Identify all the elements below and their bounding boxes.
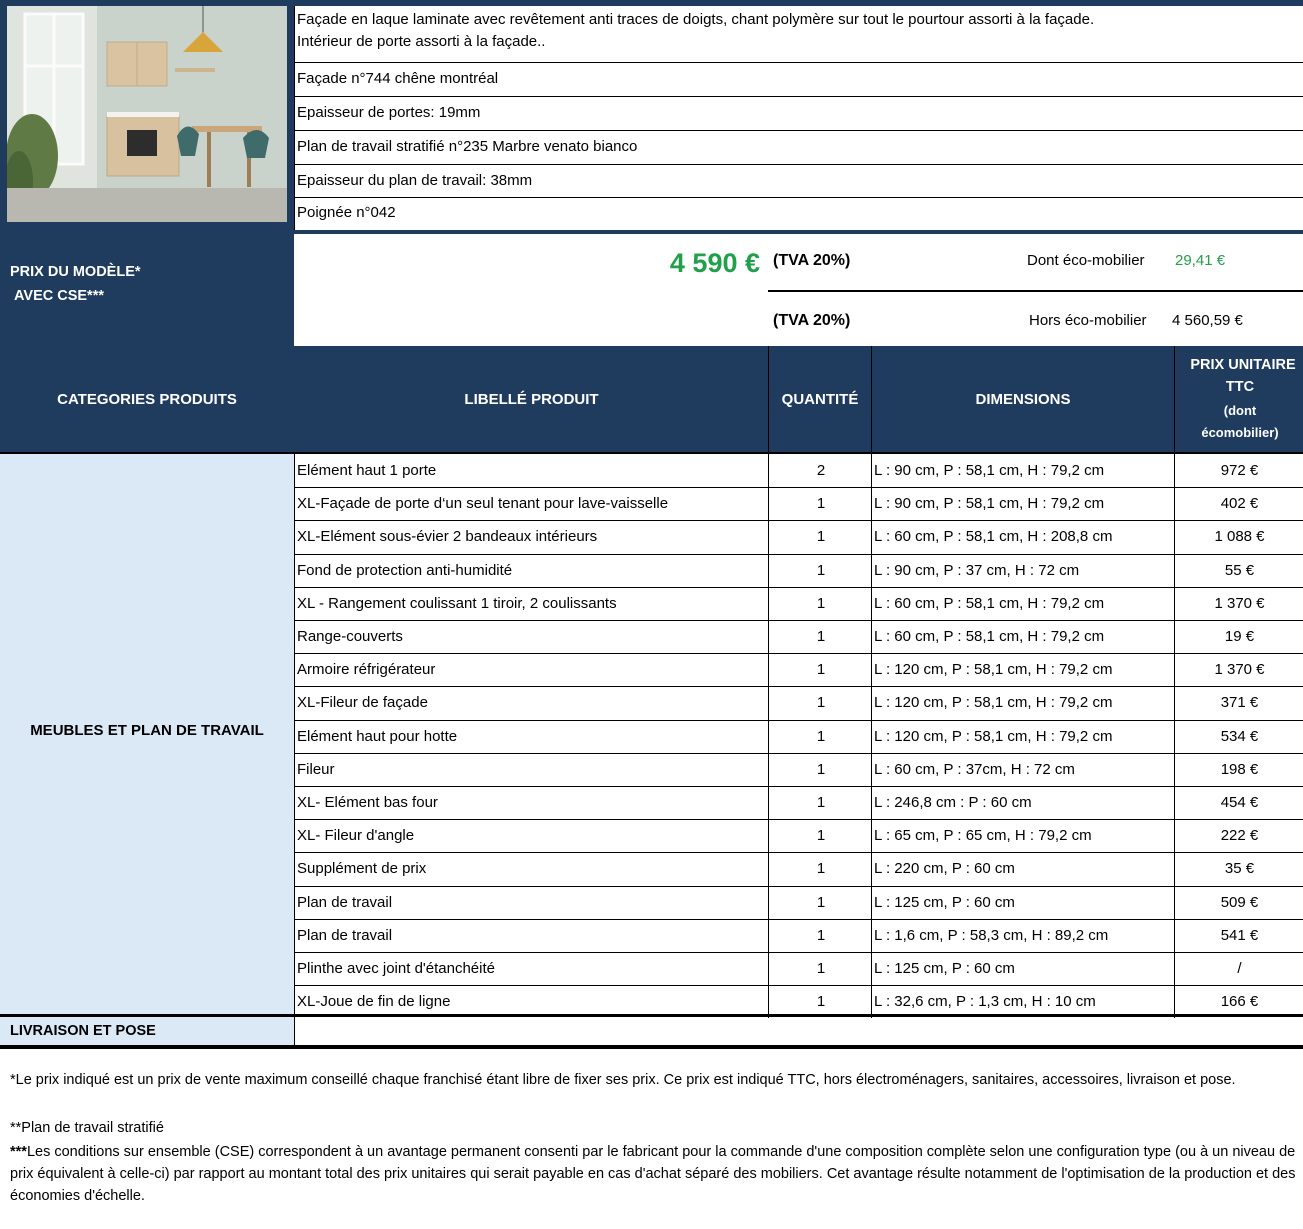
product-quantity: 1 — [816, 594, 826, 612]
price-amount: 4 590 € — [669, 248, 760, 278]
product-unit-price: / — [1237, 960, 1242, 977]
product-label: Elément haut pour hotte — [297, 727, 458, 745]
product-label: Fond de protection anti-humidité — [297, 561, 513, 579]
header-category: CATEGORIES PRODUITS — [57, 390, 237, 408]
hors-value: 4 560,59 € — [1172, 312, 1243, 329]
product-quantity: 1 — [816, 528, 826, 546]
product-dimensions: L : 32,6 cm, P : 1,3 cm, H : 10 cm — [874, 993, 1096, 1011]
product-dimensions: L : 90 cm, P : 58,1 cm, H : 79,2 cm — [874, 462, 1105, 479]
spec-handle: Poignée n°042 — [297, 204, 396, 221]
product-quantity: 1 — [816, 628, 826, 645]
spec-line-1a: Façade en laque laminate avec revêtement anti traces de doigts, chant polymère sur tout le pourtour assorti à la façade. — [297, 11, 1095, 28]
delivery-bottom-border — [0, 1045, 1303, 1049]
column-divider — [871, 454, 872, 1018]
header-price-line4: écomobilier) — [1201, 425, 1279, 440]
product-quantity: 1 — [816, 694, 826, 712]
product-unit-price: 222 € — [1220, 827, 1259, 845]
eco-value: 29,41 € — [1175, 252, 1226, 269]
product-dimensions: L : 120 cm, P : 58,1 cm, H : 79,2 cm — [874, 661, 1113, 679]
price-top-bar — [294, 230, 1303, 234]
product-unit-price: 1 370 € — [1214, 594, 1265, 612]
header-quantity: QUANTITÉ — [781, 390, 859, 408]
footnote-3-mark: *** — [10, 1144, 27, 1160]
product-quantity: 1 — [816, 661, 826, 679]
footnote-2: **Plan de travail stratifié — [10, 1120, 164, 1136]
spec-facade: Façade n°744 chêne montréal — [297, 70, 499, 87]
product-label: Plan de travail — [297, 893, 393, 911]
product-unit-price: 19 € — [1224, 628, 1255, 645]
product-dimensions: L : 90 cm, P : 37 cm, H : 72 cm — [874, 561, 1080, 579]
product-label: XL-Fileur de façade — [297, 694, 428, 712]
spec-worktop: Plan de travail stratifié n°235 Marbre venato bianco — [297, 138, 638, 155]
product-dimensions: L : 60 cm, P : 58,1 cm, H : 208,8 cm — [874, 528, 1113, 546]
product-label: XL - Rangement coulissant 1 tiroir, 2 coulissants — [297, 594, 617, 612]
category-label: MEUBLES ET PLAN DE TRAVAIL — [30, 722, 264, 739]
product-unit-price: 198 € — [1220, 760, 1259, 778]
header-price-line2: TTC — [1225, 379, 1255, 395]
product-dimensions: L : 60 cm, P : 58,1 cm, H : 79,2 cm — [874, 628, 1105, 645]
product-label: Plan de travail — [297, 926, 393, 944]
product-quantity: 1 — [816, 794, 826, 811]
column-divider — [1174, 454, 1175, 1018]
product-quantity: 1 — [816, 727, 826, 745]
header-price-line3: (dont — [1223, 403, 1257, 418]
product-dimensions: L : 125 cm, P : 60 cm — [874, 960, 1015, 977]
product-label: Plinthe avec joint d'étanchéité — [297, 960, 495, 977]
product-label: XL- Elément bas four — [297, 794, 438, 811]
footnote-3 — [10, 1141, 1300, 1207]
eco-label: Dont éco-mobilier — [1027, 252, 1145, 269]
spec-line-1b: Intérieur de porte assorti à la façade.. — [297, 33, 546, 50]
product-label: Supplément de prix — [297, 860, 427, 878]
product-dimensions: L : 90 cm, P : 58,1 cm, H : 79,2 cm — [874, 495, 1105, 513]
header-price-line1: PRIX UNITAIRE — [1190, 357, 1296, 373]
product-label: Fileur — [297, 760, 335, 778]
price-tva-2: (TVA 20%) — [773, 312, 851, 329]
product-label: Range-couverts — [297, 628, 403, 645]
price-label-line1: PRIX DU MODÈLE* — [10, 264, 141, 280]
product-dimensions: L : 60 cm, P : 58,1 cm, H : 79,2 cm — [874, 594, 1105, 612]
product-unit-price: 166 € — [1220, 993, 1259, 1011]
product-dimensions: L : 65 cm, P : 65 cm, H : 79,2 cm — [874, 827, 1092, 845]
delivery-label: LIVRAISON ET POSE — [10, 1023, 156, 1039]
product-unit-price: 541 € — [1220, 926, 1259, 944]
product-quantity: 1 — [816, 495, 826, 513]
product-unit-price: 402 € — [1220, 495, 1259, 513]
product-label: XL-Elément sous-évier 2 bandeaux intérieurs — [297, 528, 598, 546]
price-label-line2: AVEC CSE*** — [14, 288, 104, 304]
product-label: Armoire réfrigérateur — [297, 661, 436, 679]
product-dimensions: L : 120 cm, P : 58,1 cm, H : 79,2 cm — [874, 694, 1113, 712]
product-unit-price: 55 € — [1224, 561, 1255, 579]
product-quantity: 2 — [816, 462, 826, 479]
product-label: XL-Façade de porte d‘un seul tenant pour lave-vaisselle — [297, 495, 669, 513]
product-unit-price: 371 € — [1220, 694, 1259, 712]
product-dimensions: L : 120 cm, P : 58,1 cm, H : 79,2 cm — [874, 727, 1113, 745]
column-divider — [768, 454, 769, 1018]
product-unit-price: 509 € — [1220, 893, 1259, 911]
product-unit-price: 35 € — [1224, 860, 1255, 878]
product-unit-price: 972 € — [1220, 462, 1259, 479]
product-label: XL- Fileur d'angle — [297, 827, 415, 845]
kitchen-photo — [7, 6, 287, 222]
product-quantity: 1 — [816, 860, 826, 878]
product-quantity: 1 — [816, 926, 826, 944]
product-dimensions: L : 220 cm, P : 60 cm — [874, 860, 1015, 878]
product-unit-price: 454 € — [1220, 794, 1259, 811]
hors-label: Hors éco-mobilier — [1029, 312, 1147, 329]
product-quantity: 1 — [816, 960, 826, 977]
header-dimensions: DIMENSIONS — [975, 390, 1071, 408]
product-unit-price: 534 € — [1220, 727, 1259, 745]
header-unit-price — [1175, 346, 1303, 452]
product-unit-price: 1 088 € — [1214, 528, 1265, 546]
product-quantity: 1 — [816, 561, 826, 579]
price-tva-1: (TVA 20%) — [773, 252, 851, 269]
product-dimensions: L : 60 cm, P : 37cm, H : 72 cm — [874, 760, 1075, 778]
footnote-1: *Le prix indiqué est un prix de vente maximum conseillé chaque franchisé étant libre de fixer ses prix. Ce prix est indiqué TTC, hors électroménagers, sanitaires, accessoires, livraison et pose. — [10, 1072, 1236, 1088]
product-dimensions: L : 1,6 cm, P : 58,3 cm, H : 89,2 cm — [874, 926, 1109, 944]
product-label: Elément haut 1 porte — [297, 462, 437, 479]
spec-worktop-thickness: Epaisseur du plan de travail: 38mm — [297, 172, 533, 189]
product-quantity: 1 — [816, 993, 826, 1011]
product-quantity: 1 — [816, 760, 826, 778]
footnote-3-text: Les conditions sur ensemble (CSE) correspondent à un avantage permanent consenti par le fabricant pour la commande d'une composition complète selon une configuration type (ou à un niveau de prix équivalent à celle-ci) par rapport au montant total des prix unitaires qui serait payable en cas d'achat séparé des mobiliers. Cet avantage résulte notamment de l'optimisation de la production et des économies d'échelle. — [10, 1144, 1296, 1204]
product-dimensions: L : 125 cm, P : 60 cm — [874, 893, 1015, 911]
header-label: LIBELLÉ PRODUIT — [464, 390, 599, 408]
product-quantity: 1 — [816, 827, 826, 845]
product-quantity: 1 — [816, 893, 826, 911]
product-label: XL-Joue de fin de ligne — [297, 993, 451, 1011]
product-unit-price: 1 370 € — [1214, 661, 1265, 679]
spec-door-thickness: Epaisseur de portes: 19mm — [297, 104, 481, 121]
product-dimensions: L : 246,8 cm : P : 60 cm — [874, 794, 1032, 811]
